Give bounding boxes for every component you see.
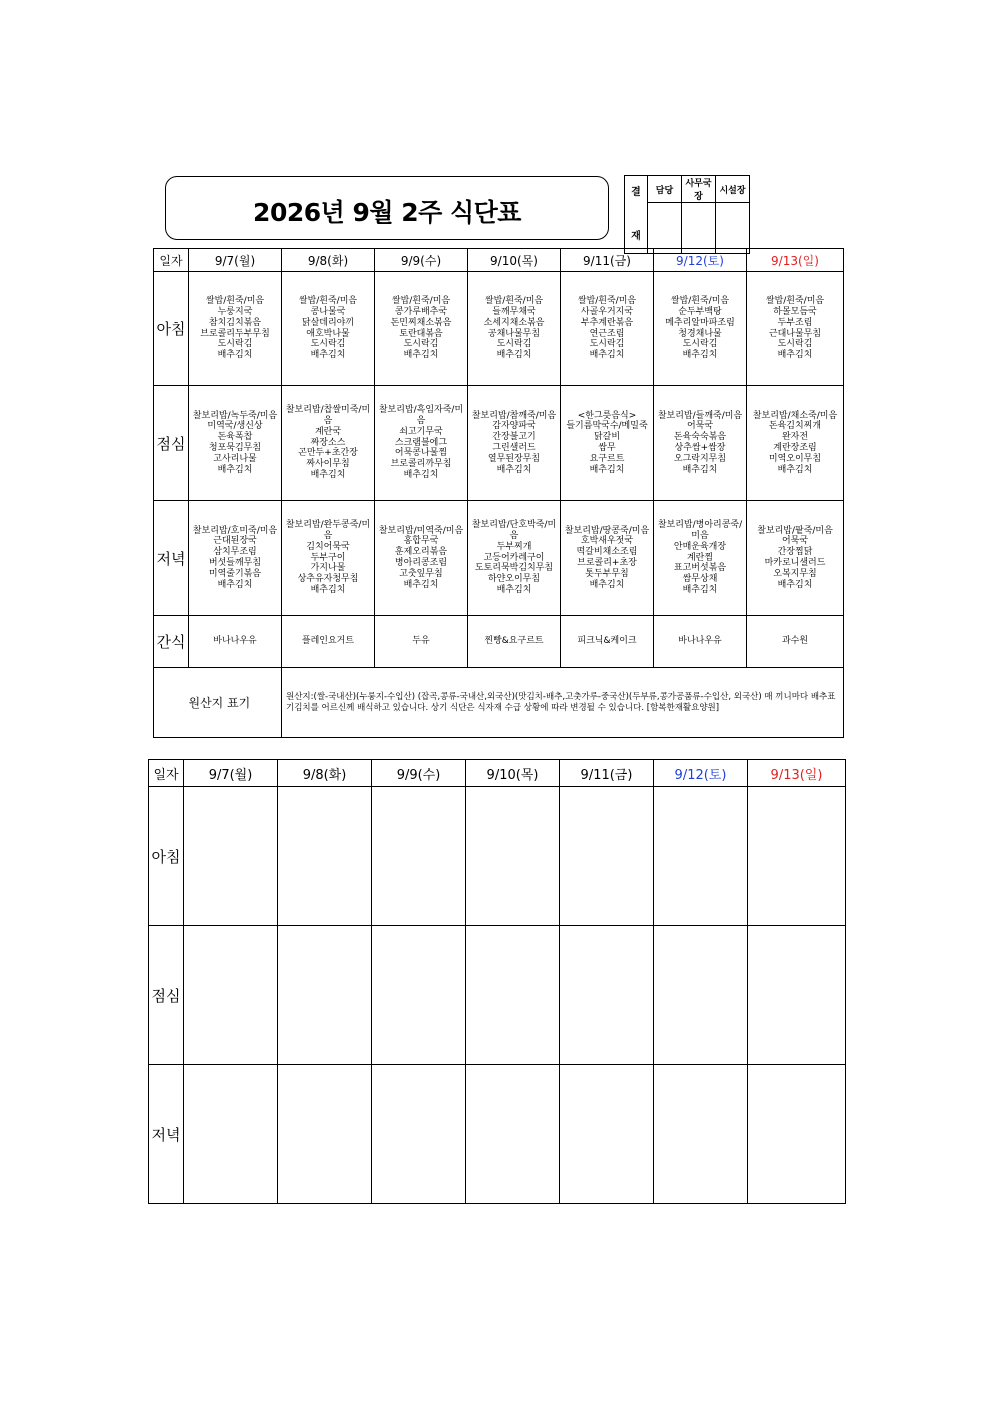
menu-cell: 찰보리밥/단호박죽/미음 두부찌개 고등어카레구이 도토리묵박김치무침 하얀오이무침 배추김치 [468, 501, 561, 616]
photo-date-header-sunday: 9/13(일) [748, 760, 846, 787]
date-header-sunday: 9/13(일) [747, 249, 844, 272]
breakfast-label: 아침 [154, 272, 189, 386]
meal-photo [372, 1065, 466, 1204]
meal-photo [466, 787, 560, 926]
meal-photo [372, 787, 466, 926]
lunch-row [154, 386, 844, 501]
menu-cell: <한그릇음식> 들기름막국수/메밀죽 닭갈비 쌈무 요구르트 배추김치 [561, 386, 654, 501]
meal-photo [748, 787, 846, 926]
meal-photo [654, 1065, 748, 1204]
menu-cell: 쌀밥/흰죽/미음 콩가루배추국 돈민찌채소볶음 토란대볶음 도시락김 배추김치 [375, 272, 468, 386]
photo-row-label: 점심 [149, 926, 184, 1065]
menu-cell: 찰보리밥/땅콩죽/미음 호박새우젓국 떡갈비채소조림 브로콜리+초장 톳두부무침 배추김치 [561, 501, 654, 616]
photo-date-header: 9/10(목) [466, 760, 560, 787]
breakfast-row [154, 272, 844, 386]
snack-cell: 피크닉&케이크 [561, 616, 654, 668]
meal-photo [278, 1065, 372, 1204]
approval-label [625, 176, 648, 254]
photo-row-label: 아침 [149, 787, 184, 926]
meal-photo [372, 926, 466, 1065]
snack-cell: 찐빵&요구르트 [468, 616, 561, 668]
date-header: 9/10(목) [468, 249, 561, 272]
approval-table [624, 175, 750, 254]
origin-label [189, 668, 282, 738]
origin-label-cell [154, 668, 189, 738]
date-header: 9/11(금) [561, 249, 654, 272]
date-header: 9/9(수) [375, 249, 468, 272]
photo-date-header-label: 일자 [149, 760, 184, 787]
menu-cell: 쌀밥/흰죽/미음 하몰모듬국 두부조림 근대나물무침 도시락김 배추김치 [747, 272, 844, 386]
photo-date-header: 9/9(수) [372, 760, 466, 787]
menu-cell: 찰보리밥/참깨죽/미음 감자양파국 간장불고기 그린샐러드 열무된장무침 배추김치 [468, 386, 561, 501]
title-box [165, 176, 609, 240]
menu-cell: 찰보리밥/팥죽/미음 어묵국 간장찜닭 마카로니샐러드 오복지무침 배추김치 [747, 501, 844, 616]
snack-cell: 두유 [375, 616, 468, 668]
meal-photo [560, 926, 654, 1065]
menu-cell: 찰보리밥/호미죽/미음 근대된장국 삼치무조림 버섯들깨무침 미역줄기볶음 배추김치 [189, 501, 282, 616]
snack-label: 간식 [154, 616, 189, 668]
menu-cell: 찰보리밥/채소죽/미음 돈육김치찌개 완자전 계란장조림 미역오이무침 배추김치 [747, 386, 844, 501]
photo-row-lunch [149, 926, 846, 1065]
photo-table [148, 759, 846, 1204]
menu-cell: 찰보리밥/흑임자죽/미음 쇠고기무국 스크램블에그 어묵콩나물찜 브로콜리까무침 배추김치 [375, 386, 468, 501]
meal-photo [184, 1065, 278, 1204]
meal-photo [748, 1065, 846, 1204]
approval-label-char-1: 결 [631, 186, 641, 198]
meal-photo [466, 1065, 560, 1204]
origin-label-text: 원산지 표기 [188, 696, 251, 710]
menu-cell: 쌀밥/흰죽/미음 콩나물국 닭살데리야끼 애호박나물 도시락김 배추김치 [282, 272, 375, 386]
menu-cell: 찰보리밥/병아리콩죽/미음 안매운육개장 계란찜 표고버섯볶음 쌈무상채 배추김치 [654, 501, 747, 616]
meal-photo [560, 1065, 654, 1204]
snack-cell: 바나나우유 [654, 616, 747, 668]
meal-photo [466, 926, 560, 1065]
approval-label-char-2: 재 [631, 230, 641, 242]
photo-date-header: 9/8(화) [278, 760, 372, 787]
menu-cell: 쌀밥/흰죽/미음 들깨무채국 소세지채소볶음 공채나물무침 도시락김 배추김치 [468, 272, 561, 386]
snack-row [154, 616, 844, 668]
photo-row-dinner [149, 1065, 846, 1204]
meal-photo [278, 787, 372, 926]
date-header: 9/7(월) [189, 249, 282, 272]
photo-date-header-saturday: 9/12(토) [654, 760, 748, 787]
menu-cell: 찰보리밥/들깨죽/미음 어묵국 돈육숙숙볶음 상추쌈+쌈장 오그락지무침 배추김치 [654, 386, 747, 501]
origin-row [154, 668, 844, 738]
dinner-label: 저녁 [154, 501, 189, 616]
photo-date-header: 9/7(월) [184, 760, 278, 787]
approval-sign-staff [648, 203, 682, 254]
lunch-label: 점심 [154, 386, 189, 501]
page-title: 2026년 9월 2주 식단표 [253, 198, 521, 227]
approval-col-manager: 사무국장 [682, 176, 716, 203]
date-header-saturday: 9/12(토) [654, 249, 747, 272]
photo-date-header: 9/11(금) [560, 760, 654, 787]
menu-cell: 쌀밥/흰죽/미음 순두부백탕 메추리알마파조림 청경채나물 도시락김 배추김치 [654, 272, 747, 386]
photo-row-breakfast [149, 787, 846, 926]
meal-photo [184, 926, 278, 1065]
menu-cell: 찰보리밥/완두콩죽/미음 김치어묵국 두부구이 가지나물 상추유자청무침 배추김치 [282, 501, 375, 616]
meal-photo [184, 787, 278, 926]
approval-col-director: 시설장 [716, 176, 750, 203]
menu-cell: 찰보리밥/녹두죽/미음 미역국/생신상 돈육폭찹 청포묵김무침 고사리나물 배추김치 [189, 386, 282, 501]
date-header: 9/8(화) [282, 249, 375, 272]
snack-cell: 플레인요거트 [282, 616, 375, 668]
meal-photo [560, 787, 654, 926]
date-header-label: 일자 [154, 249, 189, 272]
origin-text: 원산지:(쌀-국내산)(누룽지-수입산) (잡곡,콩류-국내산,외국산)(맛김치-배추,고춧가루-중국산)(두부류,콩가공품류-수입산, 외국산) 매 끼니마다 배추표기김치를 어르신께 배식하고 있습니다. 상기 식단은 식자재 수급 상황에 따라 변경될 수 있습니다. [함복한재활요양원] [282, 668, 844, 738]
menu-cell: 찰보리밥/미역죽/미음 홍합무국 훈제오리볶음 병아리콩조림 고춧잎무침 배추김치 [375, 501, 468, 616]
snack-cell: 바나나우유 [189, 616, 282, 668]
approval-sign-director [716, 203, 750, 254]
menu-table [153, 248, 844, 738]
snack-cell: 과수원 [747, 616, 844, 668]
menu-cell: 쌀밥/흰죽/미음 사골우거지국 부추계란볶음 연근조림 도시락김 배추김치 [561, 272, 654, 386]
menu-cell: 찰보리밥/찹쌀미죽/미음 계란국 짜장소스 곤만두+초간장 짜사이무침 배추김치 [282, 386, 375, 501]
meal-photo [748, 926, 846, 1065]
meal-photo [278, 926, 372, 1065]
menu-cell: 쌀밥/흰죽/미음 누룽지국 참치김치볶음 브로콜리두부무침 도시락김 배추김치 [189, 272, 282, 386]
meal-photo [654, 926, 748, 1065]
meal-photo [654, 787, 748, 926]
approval-sign-manager [682, 203, 716, 254]
approval-col-staff: 담당 [648, 176, 682, 203]
dinner-row [154, 501, 844, 616]
photo-row-label: 저녁 [149, 1065, 184, 1204]
